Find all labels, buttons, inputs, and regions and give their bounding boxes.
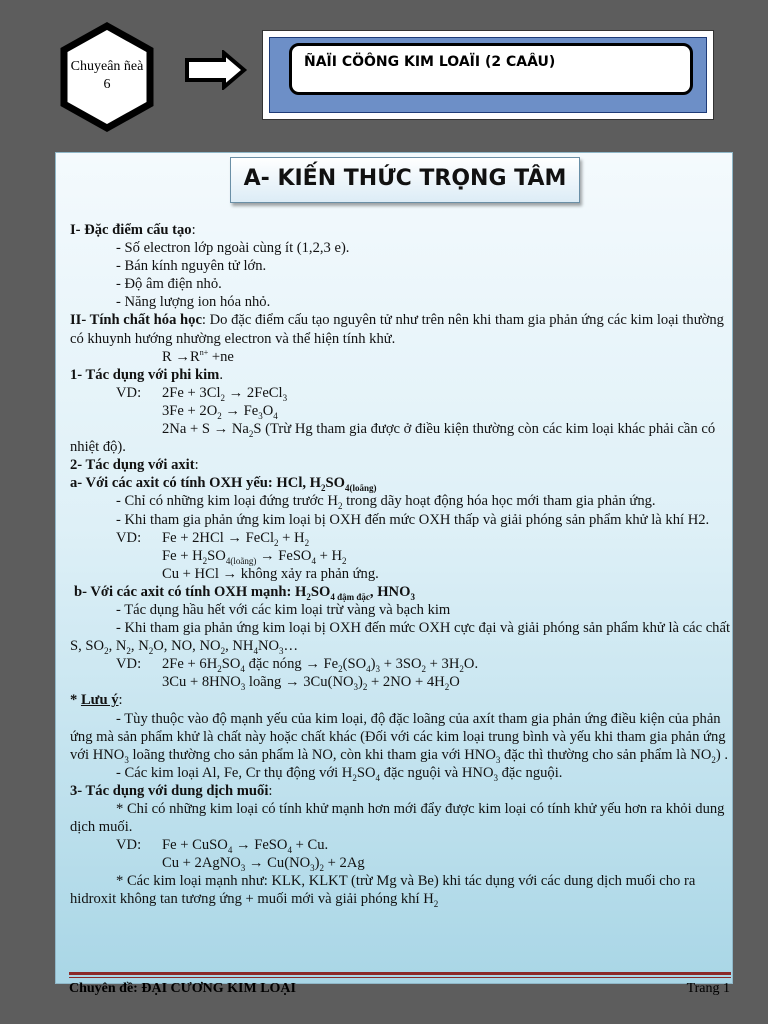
right-arrow-icon [184, 50, 248, 90]
list-item: - Năng lượng ion hóa nhỏ. [116, 294, 271, 311]
list-item: - Bán kính nguyên tử lớn. [116, 258, 267, 275]
p2b-title: b- Với các axit có tính OXH mạnh: $H_2SO_{4 đậm đặc}$, $HNO_3$ [74, 583, 415, 602]
paragraph: - Tác dụng hầu hết với các kim loại trừ vàng và bạch kim [116, 601, 451, 618]
paragraph: * Chỉ có những kim loại có tính khử mạnh hơn mới đẩy được kim loại có tính khử yếu hơn ra khỏi dung dịch muối. [70, 801, 725, 836]
sec2-title: II- Tính chất hóa học [70, 312, 202, 329]
chapter-badge-label: Chuyeân ñeà 6 [70, 59, 144, 92]
footer-rule [69, 972, 731, 975]
paragraph: - Khi tham gia phản ứng kim loại bị OXH đến mức OXH cực đại và giải phóng sản phẩm khử là các chất S, $SO_2$, $N_2$, $N_2O$, NO, $NO_2$, $NH_4NO_3\dots$ [70, 620, 731, 657]
chapter-banner [262, 30, 714, 120]
footer-chapter-label: Chuyên đề: ĐẠI CƯƠNG KIM LOẠI [69, 981, 296, 996]
list-item: - Số electron lớp ngoài cùng ít (1,2,3 e). [116, 240, 350, 257]
paragraph: - Khi tham gia phản ứng kim loại bị OXH đến mức OXH thấp và giải phóng sản phẩm khử là khí H2. [116, 511, 710, 528]
footer-rule-thin [69, 977, 731, 978]
content-body: I- Đặc điểm cấu tạo: - Số electron lớp ngoài cùng ít (1,2,3 e). - Bán kính nguyên tử lớn. - Độ âm điện nhỏ. - Năng lượng ion hóa nhỏ. II- Tính chất hóa học: Do đặc điểm cấu tạo nguyên tử như trên nên khi tham gia phản ứng các kim loại thường có khuynh hướng nhường electron và thể hiện tính khử. $R \to R^{n+} +ne$ 1- Tác dụng với phi kim. VD: $2Fe + 3Cl_2$ → 2FeCl$_3$ $3Fe + 2O_2 \to Fe_3O_4$ $2Na + S \to Na_2S$ (Trừ Hg tham gia được ở điều kiện thường còn các kim loại khác phải cần có nhiệt độ). 2- Tác dụng với axit: a- Với các axit có tính OXH yếu: HCl, $H_2SO_{4(loãng)}$ - Chỉ có những kim loại đứng trước $H_2$ trong dãy hoạt động hóa học mới tham gia phản ứng. - Khi tham gia phản ứng kim loại bị OXH đến mức OXH thấp và giải phóng sản phẩm khử là khí H2. VD: Fe + 2HCl → FeCl$_2$ + $H_2$ $Fe + H_2SO_{4(loãng)}$ → FeSO$_4$ + $H_2$ Cu + HCl → không xảy ra phản ứng. b- Với các axit có tính OXH mạnh: $H_2SO_{4 đậm đặc}$, $HNO_3$ - Tác dụng hầu hết với các kim loại trừ vàng và bạch kim - Khi tham gia phản ứng kim loại bị OXH đến mức OXH cực đại và giải phóng sản phẩm khử là các chất S, $SO_2$, $N_2$, $N_2O$, NO, $NO_2$, $NH_4NO_3\dots$ VD: $2Fe + 6H_2SO_4$ đặc nóng → $Fe_2(SO_4)_3 + 3SO_2 + 3H_2O$. $3Cu + 8HNO_3$ loãng → $3Cu(NO_3)_2 + 2NO + 4H_2O$ * Lưu ý: - Tùy thuộc vào độ mạnh yếu của kim loại, độ đặc loãng của axít tham gia phản ứng điều kiện của phản ứng mà sản phẩm khử là chất này hoặc chất khác (Đối với các kim loại trung bình và yếu khi tham gia phản ứng với $HNO_3$ loãng thường cho sản phẩm là NO, còn khi tham gia với $HNO_3$ đặc thì thường cho sản phẩm là $NO_2$) . - Các kim loại Al, Fe, Cr thụ động với $H_2SO_4$ đặc nguội và $HNO_3$ đặc nguội. 3- Tác dụng với dung dịch muối: * Chỉ có những kim loại có tính khử mạnh hơn mới đẩy được kim loại có tính khử yếu hơn ra khỏi dung dịch muối. VD: Fe + CuSO$_4$ → FeSO$_4$ + Cu. Cu + 2AgNO$_3$ → $Cu(NO_3)_2 + 2Ag$ * Các kim loại mạnh như: KLK, KLKT (trừ Mg và Be) khi tác dụng với các dung dịch muối cho ra hidroxit không tan tương ứng + muối mới và giải phóng khí $H_2$ [70, 222, 731, 910]
equation: $3Cu + 8HNO_3$ loãng → $3Cu(NO_3)_2 + 2NO + 4H_2O$ [162, 674, 460, 693]
chapter-badge [58, 22, 156, 132]
equation: VD: Fe + CuSO$_4$ → FeSO$_4$ + Cu. [116, 837, 329, 856]
section-heading: A- KIẾN THỨC TRỌNG TÂM [243, 166, 567, 191]
equation: $R \to R^{n+} +ne$ [162, 347, 234, 365]
chapter-title: ÑAÏI CÖÔNG KIM LOAÏI (2 CAÂU) [304, 54, 556, 70]
paragraph: - Tùy thuộc vào độ mạnh yếu của kim loại, độ đặc loãng của axít tham gia phản ứng điều kiện của phản ứng mà sản phẩm khử là chất này hoặc chất khác (Đối với các kim loại trung bình và yếu khi tham gia phản ứng với $HNO_3$ loãng thường cho sản phẩm là NO, còn khi tham gia với $HNO_3$ đặc thì thường cho sản phẩm là $NO_2$) . [70, 710, 729, 765]
equation: $2Na + S \to Na_2S$ (Trừ Hg tham gia được ở điều kiện thường còn các kim loại khác phải cần có nhiệt độ). [70, 421, 716, 456]
paragraph: - Các kim loại Al, Fe, Cr thụ động với $H_2SO_4$ đặc nguội và $HNO_3$ đặc nguội. [116, 764, 563, 783]
equation: Cu + HCl → không xảy ra phản ứng. [162, 565, 379, 582]
p1-title: 1- Tác dụng với phi kim [70, 366, 220, 383]
equation: $3Fe + 2O_2 \to Fe_3O_4$ [162, 402, 278, 421]
p2-title: 2- Tác dụng với axit [70, 457, 195, 474]
list-item: - Độ âm điện nhỏ. [116, 276, 222, 293]
paragraph: - Chỉ có những kim loại đứng trước $H_2$ trong dãy hoạt động hóa học mới tham gia phản ứng. [116, 493, 656, 512]
page-number: Trang 1 [686, 981, 730, 996]
equation: Cu + 2AgNO$_3$ → $Cu(NO_3)_2 + 2Ag$ [162, 855, 365, 874]
equation: $Fe + H_2SO_{4(loãng)}$ → FeSO$_4$ + $H_2$ [162, 547, 347, 566]
equation: VD: $2Fe + 3Cl_2$ → 2FeCl$_3$ [116, 384, 288, 403]
equation: VD: $2Fe + 6H_2SO_4$ đặc nóng → $Fe_2(SO_4)_3 + 3SO_2 + 3H_2O$. [116, 656, 479, 675]
sec1-title: I- Đặc điểm cấu tạo [70, 222, 192, 238]
paragraph: * Các kim loại mạnh như: KLK, KLKT (trừ Mg và Be) khi tác dụng với các dung dịch muối cho ra hidroxit không tan tương ứng + muối mới và giải phóng khí $H_2$ [70, 873, 696, 910]
section-heading-box [230, 157, 580, 203]
sec2-text: : Do đặc điểm cấu tạo nguyên tử như trên nên khi tham gia phản ứng các kim loại thường có khuynh hướng nhường electron và thể hiện tính khử. [70, 312, 724, 347]
p3-title: 3- Tác dụng với dung dịch muối [70, 782, 269, 799]
p2a-title: a- Với các axit có tính OXH yếu: HCl, $H_2SO_{4(loãng)}$ [70, 475, 377, 494]
equation: VD: Fe + 2HCl → FeCl$_2$ + $H_2$ [116, 529, 310, 548]
content-page [55, 152, 733, 984]
note-title: * Lưu ý: [70, 692, 123, 709]
